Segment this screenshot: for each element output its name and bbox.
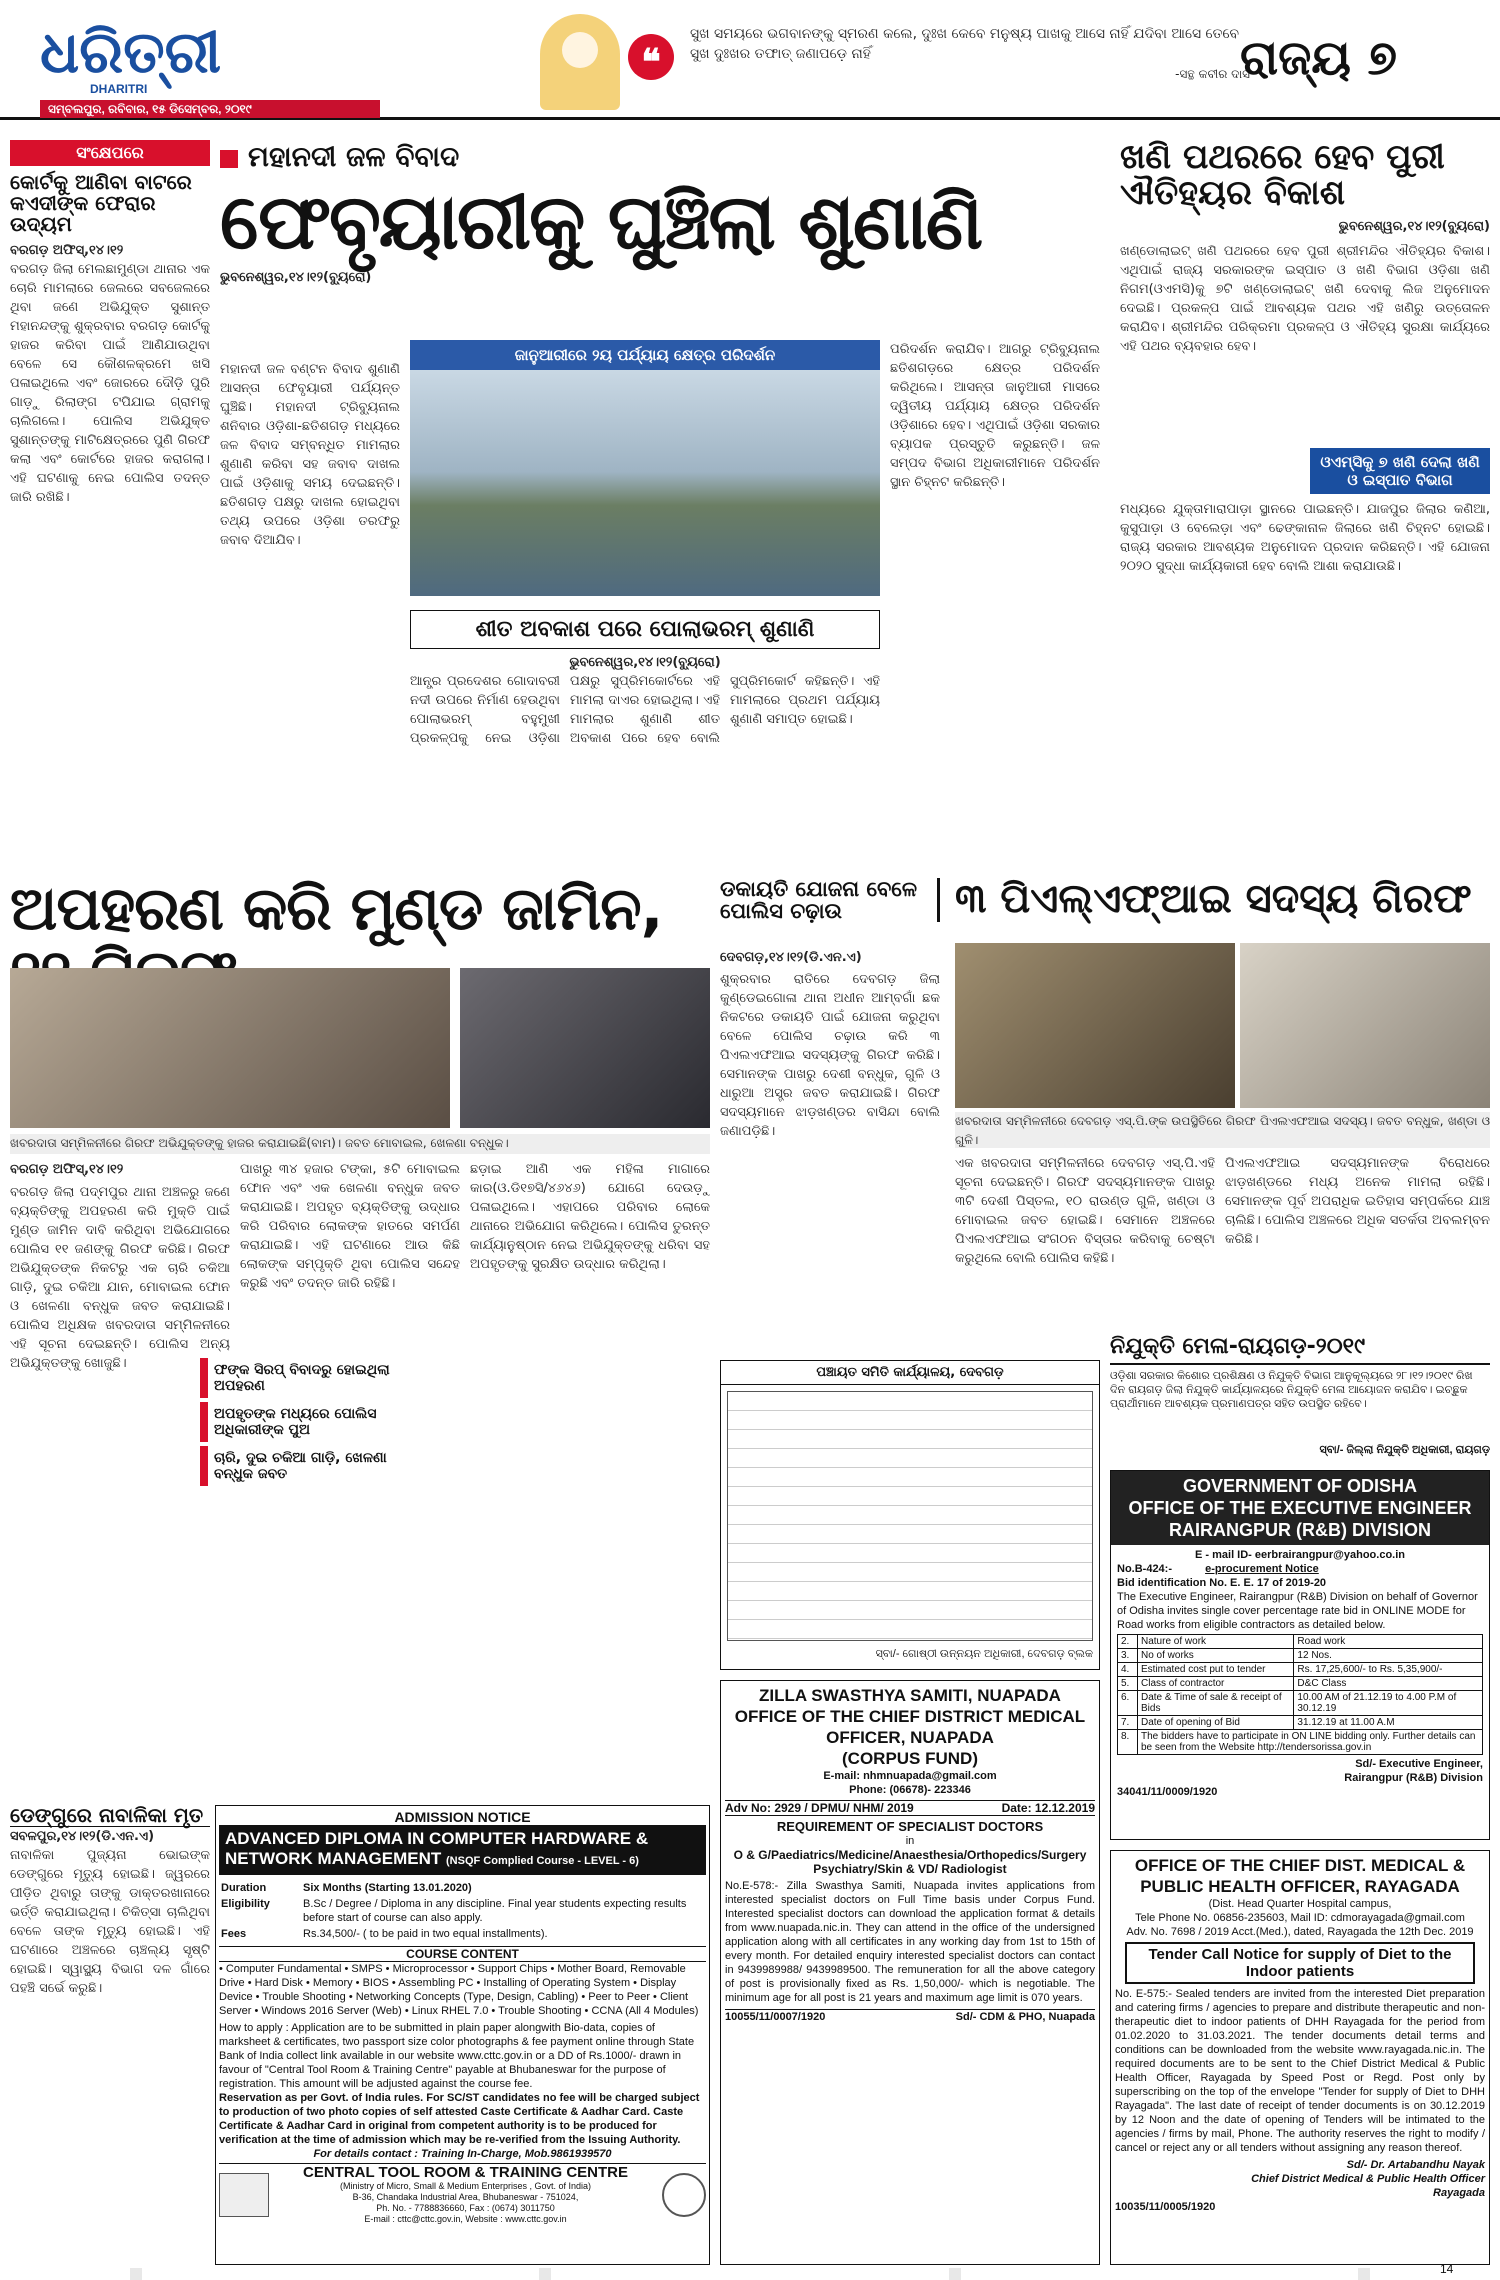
dam-image (410, 370, 880, 596)
dacoity-body: ଶୁକ୍ରବାର ରାତିରେ ଦେବଗଡ଼ ଜିଲା କୁଣ୍ଡେଇଗୋଳା ଥାନା ଅଧୀନ ଆମ୍ବଗାଁ ଛକ ନିକଟରେ ଡକାୟତି ପାଇଁ ଯୋଜନା କରୁଥିବା ବେଳେ ପୋଲିସ ଚଢ଼ାଉ କରି ୩ ପିଏଲଏଫଆଇ ସଦସ୍ୟଙ୍କୁ ଗିରଫ କରିଛି। ସେମାନଙ୍କ ପାଖରୁ ଦେଶୀ ବନ୍ଧୁକ, ଗୁଳି ଓ ଧାରୁଆ ଅସ୍ତ୍ର ଜବତ କରାଯାଇଛି। ଗିରଫ ସଦସ୍ୟମାନେ ଝାଡ଼ଖଣ୍ଡର ବାସିନ୍ଦା ବୋଲି ଜଣାପଡ଼ିଛି। (720, 972, 940, 1139)
polavaram-story (410, 610, 880, 860)
dengue-body: ନାବାଳିକା ପୁଜ୍ୟନା ଭୋଇଙ୍କ ଡେଙ୍ଗୁରେ ମୃତ୍ୟୁ ହୋଇଛି। ଜ୍ୱରରେ ପୀଡ଼ିତ ଥିବାରୁ ତାଙ୍କୁ ଡାକ୍ତରଖାନାରେ ଭର୍ତ୍ତି କରାଯାଇଥିଲା। ଚିକିତ୍ସା ଚାଲିଥିବା ବେଳେ ତାଙ୍କ ମୃତ୍ୟୁ ହୋଇଛି। ଏହି ଘଟଣାରେ ଅଞ୍ଚଳରେ ଚାଞ୍ଚଲ୍ୟ ସୃଷ୍ଟି ହୋଇଛି। ସ୍ୱାସ୍ଥ୍ୟ ବିଭାଗ ଦଳ ଗାଁରେ ପହଞ୍ଚି ସର୍ଭେ କରୁଛି। (10, 1848, 210, 1996)
rb-notice-no: No.B-424:- e-procurement Notice (1117, 1563, 1319, 1575)
rb-table-cell: 4. (1118, 1663, 1138, 1677)
plfi-body: ଏକ ଖବରଦାତା ସମ୍ମିଳନୀରେ ଦେବଗଡ଼ ଏସ୍.ପି.ଏହି ସୂଚନା ଦେଇଛନ୍ତି। ଗିରଫ ସଦସ୍ୟମାନଙ୍କ ପାଖରୁ ୩ଟି ଦେଶୀ ପିସ୍ତଲ, ୧୦ ରାଉଣ୍ଡ ଗୁଳି, ଖଣ୍ଡା ଓ ମୋବାଇଲ ଜବତ ହୋଇଛି। ସେମାନେ ଅଞ୍ଚଳରେ ପିଏଲଏଫଆଇ ସଂଗଠନ ବିସ୍ତାର କରିବାକୁ ଚେଷ୍ଟା କରୁଥିଲେ ବୋଲି ପୋଲିସ କହିଛି। (955, 1156, 1215, 1266)
brief-headline: କୋର୍ଟକୁ ଆଣିବା ବାଟରେ କଏଦୀଙ୍କ ଫେରାର ଉଦ୍ୟମ (10, 170, 192, 236)
zss-specs: O & G/Paediatrics/Medicine/Anaesthesia/Orthopedics/Surgery Psychiatry/Skin & VD/ Radiologist (733, 1848, 1087, 1876)
saint-portrait (540, 14, 620, 110)
reg-mark (539, 2268, 551, 2280)
adm-org: CENTRAL TOOL ROOM & TRAINING CENTRE (302, 2164, 628, 2181)
rb-table-cell: 8. (1118, 1730, 1138, 1755)
job-fair-headline: ନିଯୁକ୍ତି ମେଳା-ରାୟଗଡ଼-୨୦୧୯ (1110, 1330, 1490, 1365)
plfi-headline: ୩ ପିଏଲ୍‌ଏଫ୍‌ଆଇ ସଦସ୍ୟ ଗିରଫ (955, 876, 1472, 922)
polavaram-dateline: ଭୁବନେଶ୍ୱର,୧୪।୧୨(ବ୍ୟୁରୋ) (569, 655, 721, 670)
brief-dateline: ବରଗଡ଼ ଅଫିସ୍,୧୪।୧୨ (10, 243, 124, 258)
zss-req-in: in (905, 1835, 915, 1847)
rb-table-cell: Class of contractor (1138, 1677, 1294, 1691)
rb-title-line: GOVERNMENT OF ODISHA (1182, 1476, 1417, 1496)
emblem-icon (219, 2173, 269, 2217)
cdmo-sign: Sd/- Dr. Artabandhu Nayak Chief District Medical & Public Health Officer Rayagada (1251, 2159, 1485, 2199)
adm-content-head: COURSE CONTENT (219, 1946, 706, 1962)
top-headline: ଫେବୃୟାରୀକୁ ଘୁଞ୍ଚିଲା ଶୁଣାଣି (220, 177, 982, 266)
adm-email: E-mail : cttc@cttc.gov.in, Website : www.cttc.gov.in (364, 2214, 567, 2224)
cdmo-ref: 10035/11/0005/1920 (1115, 2201, 1216, 2213)
job-fair-notice (1110, 1330, 1490, 1460)
rb-table-row (1118, 1663, 1483, 1677)
rb-table-cell: 10.00 AM of 21.12.19 to 4.00 P.M of 30.12.19 (1294, 1691, 1483, 1716)
kidnap-point: ଚାରି, ଦୁଇ ଚକିଆ ଗାଡ଼ି, ଖେଳଣା ବନ୍ଧୁକ ଜବତ (200, 1446, 420, 1486)
adm-notice: ADMISSION NOTICE (394, 1809, 531, 1825)
brief-body: ବରଗଡ଼ ଜିଲା ମେଲଛାମୁଣ୍ଡା ଥାନାର ଏକ ଚୋରି ମାମଲାରେ ଜେଲରେ ସବଜେଲରେ ଥିବା ଜଣେ ଅଭିଯୁକ୍ତ ସୁଶାନ୍ତ ମହାନନ୍ଦଙ୍କୁ ଶୁକ୍ରବାର ବରଗଡ଼ କୋର୍ଟକୁ ହାଜର କରିବା ପାଇଁ ଆଣିଯାଉଥିବା ବେଳେ ସେ କୌଶଳକ୍ରମେ ଖସି ପଳାଇଥିଲେ ଏବଂ ଜୋରରେ ଦୌଡ଼ି ପୁରି ଗାଡ଼ୁ ରିଲାଙ୍ଗ ଟପିଯାଇ ଗ୍ରାମକୁ ଚାଲିଗଲେ। ପୋଲିସ ଅଭିଯୁକ୍ତ ସୁଶାନ୍ତଙ୍କୁ ମାଟିକ୍ଷେତ୍ରରେ ପୁଣି ଗିରଫ କଲା ଏବଂ କୋର୍ଟରେ ହାଜର କରାଗଲା। ଏହି ଘଟଣାକୁ ନେଇ ପୋଲିସ ତଦନ୍ତ ଜାରି ରଖିଛି। (10, 262, 210, 505)
mining-story (1120, 137, 1490, 870)
daily-quote (690, 24, 1250, 84)
job-fair-body: ଓଡ଼ିଶା ସରକାର କିଶୋର ପ୍ରଶିକ୍ଷଣ ଓ ନିଯୁକ୍ତି ବିଭାଗ ଆନୁକୂଲ୍ୟରେ ୨୮।୧୨।୨୦୧୯ ରିଖ ଦିନ ରାୟଗଡ଼ ଜିଲା ନିଯୁକ୍ତି କାର୍ଯ୍ୟାଳୟରେ ନିଯୁକ୍ତି ମେଳା ଆୟୋଜନ କରାଯିବ। ଇଚ୍ଛୁକ ପ୍ରାର୍ଥୀମାନେ ଆବଶ୍ୟକ ପ୍ରମାଣପତ୍ର ସହିତ ଉପସ୍ଥିତ ରହିବେ। (1110, 1370, 1473, 1410)
zss-ad (720, 1680, 1100, 2265)
adm-contact: For details contact : Training In-Charge, Mob.9861939570 (313, 2148, 612, 2160)
kidnap-headline: ଅପହରଣ କରି ମୁଣ୍ଡ ଜାମିନ, (10, 874, 663, 944)
rb-bid-id: Bid identification No. E. E. 17 of 2019-20 (1117, 1577, 1327, 1589)
newspaper-logo: ଧରିତ୍ରୀ (40, 18, 222, 86)
rb-title (1111, 1471, 1489, 1545)
job-fair-sign: ସ୍ବା/- ଜିଲ୍ଲା ନିଯୁକ୍ତି ଅଧିକାରୀ, ରାୟଗଡ଼ (1319, 1444, 1490, 1456)
rb-table-cell: 3. (1118, 1649, 1138, 1663)
zss-phone: Phone: (06678)- 223346 (849, 1784, 971, 1796)
panchayat-ad-table (727, 1391, 1093, 1641)
rb-table-cell: 2. (1118, 1635, 1138, 1649)
logo-subtitle: DHARITRI (90, 82, 148, 96)
panchayat-tender-ad (720, 1360, 1100, 1670)
kidnap-body: ବରଗଡ଼ ଜିଲା ପଦ୍ମପୁର ଥାନା ଅଞ୍ଚଳରୁ ଜଣେ ବ୍ୟକ୍ତିଙ୍କୁ ଅପହରଣ କରି ମୁକ୍ତି ପାଇଁ ମୁଣ୍ଡ ଜାମିନ ଦାବି କରିଥିବା ଅଭିଯୋଗରେ ପୋଲିସ ୧୧ ଜଣଙ୍କୁ ଗିରଫ କରିଛି। ଗିରଫ ଅଭିଯୁକ୍ତଙ୍କ ନିକଟରୁ ଏକ ଚାରି ଚକିଆ ଗାଡ଼ି, ଦୁଇ ଚକିଆ ଯାନ, ମୋବାଇଲ ଫୋନ ଓ ଖେଳଣା ବନ୍ଧୁକ ଜବତ କରାଯାଇଛି। ପୋଲିସ ଅଧିକ୍ଷକ ଖବରଦାତା ସମ୍ମିଳନୀରେ ଏହି ସୂଚନା ଦେଇଛନ୍ତି। ପୋଲିସ ଅନ୍ୟ ଅଭିଯୁକ୍ତଙ୍କୁ ଖୋଜୁଛି। (10, 1185, 230, 1371)
dam-photo (410, 340, 880, 600)
cdmo-tel: Tele Phone No. 06856-235603, Mail ID: cdmorayagada@gmail.com (1135, 1912, 1465, 1924)
adm-phone: Ph. No. - 7788836660, Fax : (0674) 3011750 (376, 2203, 555, 2213)
rb-table-row (1118, 1677, 1483, 1691)
adm-info-table: Duration Six Months (Starting 13.01.2020) Eligibility B.Sc / Degree / Diploma in any discipline. Final year students expecting results before start of course can also apply. Fees Rs.34,500/- ( to be paid in two equal installments). (221, 1882, 687, 1940)
panchayat-ad-title: ପଞ୍ଚାୟତ ସମିତି କାର୍ଯ୍ୟାଳୟ, ଦେବଗଡ଼ (721, 1361, 1099, 1385)
zss-title: ZILLA SWASTHYA SAMITI, NUAPADA (759, 1686, 1061, 1705)
kidnap-point: ଫଙ୍କ ସିରପ୍ ବିବାଦରୁ ହୋଇଥିଲା ଅପହରଣ (200, 1358, 420, 1398)
rb-table-row (1118, 1691, 1483, 1716)
zss-footer: 10055/11/0007/1920 Sd/- CDM & PHO, Nuapada (725, 2011, 1095, 2023)
admission-ad (215, 1805, 710, 2265)
top-body-left: ମହାନଦୀ ଜଳ ବଣ୍ଟନ ବିବାଦ ଶୁଣାଣି ଆସନ୍ତା ଫେବୃୟାରୀ ପର୍ଯ୍ୟନ୍ତ ଘୁଞ୍ଚିଛି। ମହାନଦୀ ଟ୍ରିବ୍ୟୁନାଲ ଶନିବାର ଓଡ଼ିଶା-ଛତିଶଗଡ଼ ମଧ୍ୟରେ ଜଳ ବିବାଦ ସମ୍ବନ୍ଧିତ ମାମଲାର ଶୁଣାଣି କରିବା ସହ ଜବାବ ଦାଖଲ ପାଇଁ ଓଡ଼ିଶାକୁ ସମୟ ଦେଇଛନ୍ତି। ଛତିଶଗଡ଼ ପକ୍ଷରୁ ଦାଖଲ ହୋଇଥିବା ତଥ୍ୟ ଉପରେ ଓଡ଼ିଶା ତରଫରୁ ଜବାବ ଦିଆଯିବ। (220, 362, 400, 548)
panchayat-ad-sign: ସ୍ବା/- ଗୋଷ୍ଠୀ ଉନ୍ନୟନ ଅଧିକାରୀ, ଦେବଗଡ଼ ବ୍ଲକ (875, 1648, 1093, 1660)
reg-mark (1358, 2268, 1370, 2280)
rb-table-row (1118, 1649, 1483, 1663)
kicker: ମହାନଦୀ ଜଳ ବିବାଦ (220, 140, 1110, 174)
kidnap-caption: ଖବରଦାତା ସମ୍ମିଳନୀରେ ଗିରଫ ଅଭିଯୁକ୍ତଙ୍କୁ ହାଜର କରାଯାଇଛି(ବାମ)। ଜବତ ମୋବାଇଲ, ଖେଳଣା ବନ୍ଧୁକ। (10, 1134, 710, 1154)
polavaram-body: ଆନ୍ଧ୍ର ପ୍ରଦେଶର ଗୋଦାବରୀ ନଦୀ ଉପରେ ନିର୍ମାଣ ହେଉଥିବା ପୋଲାଭରମ୍ ବହୁମୁଖୀ ପ୍ରକଳ୍ପକୁ ନେଇ ଓଡ଼ିଶା ପକ୍ଷରୁ ସୁପ୍ରିମକୋର୍ଟରେ ଏହି ମାମଲା ଦାଏର ହୋଇଥିଲା। ଏହି ମାମଲାର ଶୁଣାଣି ଶୀତ ଅବକାଶ ପରେ ହେବ ବୋଲି ସୁପ୍ରିମକୋର୍ଟ କହିଛନ୍ତି। ଏହି ମାମଲାରେ ପ୍ରଥମ ପର୍ଯ୍ୟାୟ ଶୁଣାଣି ସମାପ୍ତ ହୋଇଛି। (410, 674, 880, 746)
brief-column (10, 140, 210, 870)
kidnap-points (200, 1358, 420, 1486)
adm-addr: B-36, Chandaka Industrial Area, Bhubaneswar - 751024, (352, 2192, 579, 2202)
brief-tag: ସଂକ୍ଷେପରେ (10, 140, 210, 166)
zss-body: No.E-578:- Zilla Swasthya Samiti, Nuapada invites applications from interested specialist doctors on Full Time basis under Corpus Fund. Interested specialist doctors can download the application format & details from www.nuapada.nic.in. They can attend in the office of the undersigned application along with all certificates in any working day from 1st to 15th of every month. For detailed enquiry interested specialist doctors can contact in 9439989988/ 9439989500. The remuneration for all the above category of post is provisionally fixed as Rs. 1,50,000/- which is negotiable. The minimum age for all post is 21 years and maximum age limit is 070 years. (725, 1880, 1095, 2004)
rb-table-cell: Date & Time of sale & receipt of Bids (1138, 1691, 1294, 1716)
plfi-photo-weapons (1240, 943, 1490, 1108)
rb-table-cell: Road work (1294, 1635, 1483, 1649)
kidnap-dateline: ବରଗଡ଼ ଅଫିସ୍,୧୪।୧୨ (10, 1162, 124, 1177)
rb-table-cell: Estimated cost put to tender (1138, 1663, 1294, 1677)
dengue-story (10, 1805, 210, 2275)
plfi-body2: ପିଏଲଏଫଆଇ ସଦସ୍ୟମାନଙ୍କ ବିରୋଧରେ ଝାଡ଼ଖଣ୍ଡରେ ମଧ୍ୟ ଅନେକ ମାମଲା ରହିଛି। ସେମାନଙ୍କ ପୂର୍ବ ଅପରାଧିକ ଇତିହାସ ସମ୍ପର୍କରେ ଯାଞ୍ଚ ଚାଲିଛି। ପୋଲିସ ଅଞ୍ଚଳରେ ଅଧିକ ସତର୍କତା ଅବଲମ୍ବନ କରିଛି। (1225, 1156, 1490, 1247)
quote-body: ସୁଖ ସମୟରେ ଭଗବାନଙ୍କୁ ସ୍ମରଣ କଲେ, ଦୁଃଖ କେବେ ମନୁଷ୍ୟ ପାଖକୁ ଆସେ ନାହିଁ ଯଦିବା ଆସେ ତେବେ ସୁଖ ଦୁଃଖର ତଫାତ୍ ଜଣାପଡ଼େ ନାହିଁ (690, 26, 1240, 62)
plfi-photo-arrest (955, 943, 1235, 1108)
zss-title: OFFICE OF THE CHIEF DISTRICT MEDICAL OFFICER, NUAPADA (734, 1707, 1086, 1747)
kidnap-point: ଅପହୃତଙ୍କ ମଧ୍ୟରେ ପୋଲିସ ଅଧିକାରୀଙ୍କ ପୁଅ (200, 1402, 420, 1442)
cdmo-subtitle: (Dist. Head Quarter Hospital campus, (1208, 1898, 1392, 1910)
zss-req: REQUIREMENT OF SPECIALIST DOCTORS (776, 1819, 1044, 1834)
rb-table-row (1118, 1716, 1483, 1730)
plfi-caption: ଖବରଦାତା ସମ୍ମିଳନୀରେ ଦେବଗଡ଼ ଏସ୍.ପି.ଙ୍କ ଉପସ୍ଥିତିରେ ଗିରଫ ପିଏଲଏଫଆଇ ସଦସ୍ୟ। ଜବତ ବନ୍ଧୁକ, ଖଣ୍ଡା ଓ ଗୁଳି। (955, 1114, 1490, 1147)
rb-table-cell: The bidders have to participate in ON LINE bidding only. Further details can be seen from the Website http://tendersorissa.gov.in (1138, 1730, 1483, 1755)
rb-sign: Sd/- Executive Engineer, Rairangpur (R&B) Division (1344, 1758, 1483, 1784)
rb-table-cell: 7. (1118, 1716, 1138, 1730)
mining-callout: ଓଏମ୍‌ସିକୁ ୭ ଖଣି ଦେଲା ଖଣି ଓ ଇସ୍ପାତ ବିଭାଗ (1310, 448, 1490, 494)
top-body-right: ପରିଦର୍ଶନ କରାଯିବ। ଆଗରୁ ଟ୍ରିବ୍ୟୁନାଲ ଛତିଶଗଡ଼ରେ କ୍ଷେତ୍ର ପରିଦର୍ଶନ କରିଥିଲେ। ଆସନ୍ତା ଜାନୁଆରୀ ମାସରେ ଦ୍ୱିତୀୟ ପର୍ଯ୍ୟାୟ କ୍ଷେତ୍ର ପରିଦର୍ଶନ ଓଡ଼ିଶାରେ ହେବ। ଏଥିପାଇଁ ଓଡ଼ିଶା ସରକାର ବ୍ୟାପକ ପ୍ରସ୍ତୁତି କରୁଛନ୍ତି। ଜଳ ସମ୍ପଦ ବିଭାଗ ଅଧିକାରୀମାନେ ପରିଦର୍ଶନ ସ୍ଥାନ ଚିହ୍ନଟ କରିଛନ୍ତି। (890, 342, 1100, 490)
zss-title: (CORPUS FUND) (842, 1749, 978, 1768)
rb-table-cell: 31.12.19 at 11.00 A.M (1294, 1716, 1483, 1730)
kidnap-photo-seized (460, 968, 710, 1128)
mining-body2: ମଧ୍ୟରେ ଯୁକ୍ତାମାରାପାଡ଼ା ସ୍ଥାନରେ ପାଇଛନ୍ତି। ଯାଜପୁର ଜିଲାର କଣିଆ, କୁସୁପାଡ଼ା ଓ ବେଲେଡ଼ା ଏବଂ ଢେଙ୍କାନାଳ ଜିଲାରେ ଖଣି ଚିହ୍ନଟ ହୋଇଛି। ରାଜ୍ୟ ସରକାର ଆବଶ୍ୟକ ଅନୁମୋଦନ ପ୍ରଦାନ କରିଛନ୍ତି। ଏହି ଯୋଜନା ୨୦୨୦ ସୁଦ୍ଧା କାର୍ଯ୍ୟକାରୀ ହେବ ବୋଲି ଆଶା କରାଯାଉଛି। (1120, 502, 1490, 575)
top-dateline: ଭୁବନେଶ୍ୱର,୧୪।୧୨(ବ୍ୟୁରୋ) (220, 269, 372, 285)
reg-mark (949, 2268, 961, 2280)
kidnap-story (10, 874, 710, 1878)
registration-marks (130, 2268, 1370, 2280)
kicker-square-icon (220, 150, 238, 168)
rb-title-line: OFFICE OF THE EXECUTIVE ENGINEER (1128, 1498, 1472, 1518)
adm-content: • Computer Fundamental • SMPS • Microprocessor • Support Chips • Mother Board, Removable Drive • Hard Disk • Memory • BIOS • Assembling PC • Installing of Operating System • Display Device • Trouble Shooting • Networking Concepts (Type, Design, Cabling) • Peer to Peer • Client Server • Windows 2016 Server (Web) • Linux RHEL 7.0 • Trouble Shooting • CCNA (All 4 Modules) (219, 1963, 699, 2017)
rb-table-cell: Nature of work (1138, 1635, 1294, 1649)
rb-table-cell: 12 Nos. (1294, 1649, 1483, 1663)
adm-title: ADVANCED DIPLOMA IN COMPUTER HARDWARE & NETWORK MANAGEMENT (NSQF Complied Course - LEVEL - 6) (219, 1825, 706, 1875)
dengue-headline: ଡେଙ୍ଗୁରେ ନାବାଳିକା ମୃତ (10, 1805, 210, 1827)
adm-org-sub: (Ministry of Micro, Small & Medium Enterprises , Govt. of India) (339, 2181, 592, 2191)
zss-email: E-mail: nhmnuapada@gmail.com (823, 1770, 997, 1782)
adm-reserve: Reservation as per Govt. of India rules. For SC/ST candidates no fee will be charged subject to production of two photo copies of self attested Caste Certificate & Aadhar Card. Caste Certificate & Aadhar Card in original from competent authority is to be produced for verification at the time of admission which may be re-verified from the Issuing Authority. (219, 2092, 700, 2146)
plfi-story (720, 878, 1490, 1348)
cttc-logo-icon (662, 2173, 706, 2217)
dacoity-dateline: ଦେବଗଡ଼,୧୪।୧୨(ଡି.ଏନ.ଏ) (720, 950, 862, 965)
dacoity-headline: ଡକାୟତି ଯୋଜନା ବେଳେ ପୋଲିସ ଚଢ଼ାଉ (720, 878, 940, 922)
adm-org-block (269, 2164, 662, 2225)
quote-author: -ସନ୍ଥ କବୀର ଦାସ (1175, 67, 1250, 81)
rb-table-cell: Rs. 17,25,600/- to Rs. 5,35,900/- (1294, 1663, 1483, 1677)
mining-dateline: ଭୁବନେଶ୍ୱର,୧୪।୧୨(ବ୍ୟୁରୋ) (1338, 219, 1490, 235)
cdmo-ad (1110, 1850, 1490, 2265)
photo-banner: ଜାନୁଆରୀରେ ୨ୟ ପର୍ଯ୍ୟାୟ କ୍ଷେତ୍ର ପରିଦର୍ଶନ (410, 340, 880, 370)
polavaram-headline: ଶୀତ ଅବକାଶ ପରେ ପୋଲାଭରମ୍ ଶୁଣାଣି (410, 610, 880, 649)
rb-table-cell: No of works (1138, 1649, 1294, 1663)
mining-body: ଖଣ୍ଡୋଲାଇଟ୍ ଖଣି ପଥରରେ ହେବ ପୁରୀ ଶ୍ରୀମନ୍ଦିର ଐତିହ୍ୟର ବିକାଶ। ଏଥିପାଇଁ ରାଜ୍ୟ ସରକାରଙ୍କ ଇସ୍ପାତ ଓ ଖଣି ବିଭାଗ ଓଡ଼ିଶା ଖଣି ନିଗମ(ଓଏମସି)କୁ ୭ଟି ଖଣ୍ଡୋଲାଇଟ୍ ଖଣି ଦେବାକୁ ଲିଜ ଅନୁମୋଦନ ଦେଇଛି। ପ୍ରକଳ୍ପ ପାଇଁ ଆବଶ୍ୟକ ପଥର ଏହି ଖଣିରୁ ଉତ୍ତୋଳନ କରାଯିବ। ଶ୍ରୀମନ୍ଦିର ପରିକ୍ରମା ପ୍ରକଳ୍ପ ଓ ଐତିହ୍ୟ ସୁରକ୍ଷା କାର୍ଯ୍ୟରେ ଏହି ପଥର ବ୍ୟବହାର ହେବ। (1120, 244, 1490, 355)
cdmo-title: OFFICE OF THE CHIEF DIST. MEDICAL & PUBLIC HEALTH OFFICER, RAYAGADA (1134, 1856, 1466, 1896)
dateline: ସମ୍ବଲପୁର, ରବିବାର, ୧୫ ଡିସେମ୍ବର, ୨୦୧୯ (40, 100, 380, 118)
rb-table-row (1118, 1730, 1483, 1755)
rb-table-cell: Date of opening of Bid (1138, 1716, 1294, 1730)
section-title: ରାଜ୍ୟ ୭ (1240, 30, 1398, 86)
rb-table-cell: 6. (1118, 1691, 1138, 1716)
masthead (0, 0, 1500, 120)
rb-table-row (1118, 1635, 1483, 1649)
kidnap-body2: ପାଖରୁ ୩୪ ହଜାର ଟଙ୍କା, ୫ଟି ମୋବାଇଲ ଫୋନ ଏବଂ ଏକ ଖେଳଣା ବନ୍ଧୁକ ଜବତ କରାଯାଇଛି। ଅପହୃତ ବ୍ୟକ୍ତିଙ୍କୁ ଉଦ୍ଧାର କରି ପରିବାର ଲୋକଙ୍କ ହାତରେ ସମର୍ପଣ କରାଯାଇଛି। ଏହି ଘଟଣାରେ ଆଉ କିଛି ଲୋକଙ୍କ ସମ୍ପୃକ୍ତି ଥିବା ପୋଲିସ ସନ୍ଦେହ କରୁଛି ଏବଂ ତଦନ୍ତ ଜାରି ରହିଛି। (240, 1162, 460, 1291)
kidnap-photo-accused (10, 968, 450, 1128)
cdmo-box: Tender Call Notice for supply of Diet to the Indoor patients (1125, 1942, 1475, 1984)
rb-email: E - mail ID- eerbrairangpur@yahoo.co.in (1195, 1549, 1405, 1561)
zss-adv-line: Adv No: 2929 / DPMU/ NHM/ 2019 Date: 12.12.2019 (725, 1801, 1095, 1815)
kidnap-body3: ଛଡ଼ାଇ ଆଣି ଏକ ମହିଳା ମାଗାରେ କାର(ଓ.ଡି୧୭ସି/୪୬୪୬) ଯୋଗେ ଦେଉଡ଼ୁ ପଳାଇଥିଲେ। ଏହାପରେ ପରିବାର ଲୋକେ ଥାନାରେ ଅଭିଯୋଗ କରିଥିଲେ। ପୋଲିସ ତୁରନ୍ତ କାର୍ଯ୍ୟାନୁଷ୍ଠାନ ନେଇ ଅଭିଯୁକ୍ତଙ୍କୁ ଧରିବା ସହ ଅପହୃତଙ୍କୁ ସୁରକ୍ଷିତ ଉଦ୍ଧାର କରିଥିଲା। (470, 1162, 710, 1272)
quote-icon: ❝ (628, 34, 674, 80)
rb-tender-notice (1110, 1470, 1490, 1840)
dengue-dateline: ସବଳପୁର,୧୪।୧୨(ଡି.ଏନ.ଏ) (10, 1829, 155, 1844)
adm-how: How to apply : Application are to be submitted in plain paper alongwith Bio-data, copies of marksheet & certificates, two passport size color photographs & fee payment online through State Bank of India collect link available in our website www.cttc.gov.in or a DD of Rs.1000/- drawn in favour of "Central Tool Room & Training Centre" payable at Bhubaneswar for the purpose of registration. This amount will be adjusted against the course fee. (219, 2022, 695, 2090)
cdmo-adv: Adv. No. 7698 / 2019 Acct.(Med.), dated, Rayagada the 12th Dec. 2019 (1126, 1926, 1474, 1938)
rb-table-cell: D&C Class (1294, 1677, 1483, 1691)
rb-table-cell: 5. (1118, 1677, 1138, 1691)
page-number: 14 (1440, 2262, 1454, 2276)
cdmo-body: No. E-575:- Sealed tenders are invited from the interested Diet preparation and catering firms / agencies to prepare and distribute therapeutic and non-therapeutic diet to indoor patients of DHH Rayagada for the period from 01.02.2020 to 31.03.2021. The tender documents detail terms and conditions can be downloaded from the website www.rayagada.nic.in. The required documents are to be sent to the Chief District Medical & Public Health Officer, Rayagada by Speed Post or Regd. Post only by superscribing on the top of the envelope "Tender for supply of Diet to DHH Rayagada". The last date of receipt of tender documents is on 30.12.2019 by 12 Noon and the date of opening of Tenders will be intimated to the agencies / firms by mail, Phone. The authority reserves the right to modify / cancel or reject any or all tenders without assigning any reason thereof. (1115, 1988, 1485, 2154)
mining-headline: ଖଣି ପଥରରେ ହେବ ପୁରୀ ଐତିହ୍ୟର ବିକାଶ (1120, 137, 1445, 213)
rb-ref: 34041/11/0009/1920 (1117, 1786, 1218, 1798)
reg-mark (130, 2268, 142, 2280)
adm-footer (219, 2163, 706, 2225)
rb-table (1117, 1634, 1483, 1755)
top-story (220, 140, 1110, 870)
rb-intro: The Executive Engineer, Rairangpur (R&B) Division on behalf of Governor of Odisha invites single cover percentage rate bid in ONLINE MODE for Road works from eligible contractors as detailed below. (1117, 1591, 1478, 1631)
rb-title-line: RAIRANGPUR (R&B) DIVISION (1168, 1520, 1431, 1540)
